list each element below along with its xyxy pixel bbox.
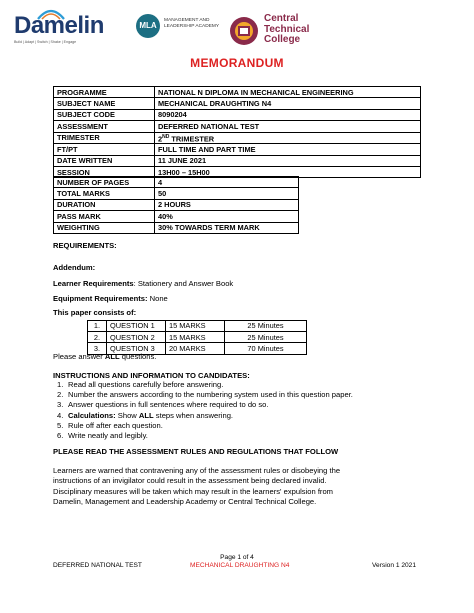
table-row: SESSION 13H00 – 15H00 <box>54 167 421 178</box>
ctc-logo <box>228 14 328 48</box>
table-row: DURATION 2 HOURS <box>54 199 299 210</box>
table-row: WEIGHTING 30% TOWARDS TERM MARK <box>54 222 299 233</box>
paper-consists-label: This paper consists of: <box>53 308 137 317</box>
footer-left: DEFERRED NATIONAL TEST <box>53 562 142 569</box>
list-item: 2. Number the answers according to the numbering system used in this question paper. <box>57 390 353 400</box>
list-item: 5. Rule off after each question. <box>57 420 163 430</box>
damelin-logo <box>14 14 126 54</box>
table-row: ASSESSMENT DEFERRED NATIONAL TEST <box>54 121 421 132</box>
table-row: 3. QUESTION 3 20 MARKS 70 Minutes <box>88 343 307 354</box>
table-row: 1. QUESTION 1 15 MARKS 25 Minutes <box>88 321 307 332</box>
table-row: TRIMESTER 2ND TRIMESTER <box>54 132 421 144</box>
damelin-tagline: Build | Adapt | Switch | Shake | Engage <box>14 40 77 44</box>
instructions-list <box>57 380 353 441</box>
list-item: 6. Write neatly and legibly. <box>57 431 148 441</box>
table-row: PASS MARK 40% <box>54 211 299 222</box>
answer-all-note: Please answer ALL questions. <box>53 352 157 361</box>
mla-emblem-icon: MLA <box>136 14 160 38</box>
page-title: MEMORANDUM <box>190 56 284 70</box>
footer-right: Version 1 2021 <box>372 562 416 569</box>
questions-table <box>87 320 307 355</box>
page-number: Page 1 of 4 <box>220 554 254 561</box>
table-row: PROGRAMME NATIONAL N DIPLOMA IN MECHANICAL ENGINEERING <box>54 87 421 98</box>
requirements-heading: REQUIREMENTS: <box>53 241 117 250</box>
learner-requirements: Learner Requirements: Stationery and Answer Book <box>53 279 234 288</box>
list-item: 4. Calculations: Show ALL steps when answering. <box>57 410 234 420</box>
rules-heading: PLEASE READ THE ASSESSMENT RULES AND REGULATIONS THAT FOLLOW <box>53 447 339 456</box>
table-row: 2. QUESTION 2 15 MARKS 25 Minutes <box>88 332 307 343</box>
table-row: DATE WRITTEN 11 JUNE 2021 <box>54 155 421 166</box>
addendum-label: Addendum: <box>53 263 96 272</box>
table-row: SUBJECT NAME MECHANICAL DRAUGHTING N4 <box>54 98 421 109</box>
mla-logo <box>136 14 226 48</box>
table-row: SUBJECT CODE 8090204 <box>54 109 421 120</box>
ctc-wordmark: Central Technical College <box>264 13 310 45</box>
damelin-arc-icon <box>36 7 66 20</box>
rules-paragraph: Learners are warned that contravening any of the assessment rules or disobeying the instructions of an invigilator could result in the assessment being declared invalid. Disciplinary measures will be taken which may result in the learners' expulsion from Damelin, Management and Leadership Academy or Central Technical College. <box>53 466 341 507</box>
table-row: TOTAL MARKS 50 <box>54 188 299 199</box>
damelin-wordmark: Damelin <box>14 12 104 39</box>
list-item: 1. Read all questions carefully before answering. <box>57 380 224 389</box>
assessment-info-table <box>53 86 421 178</box>
paper-meta-table <box>53 176 299 234</box>
footer-center: MECHANICAL DRAUGHTING N4 <box>190 562 290 569</box>
instructions-heading: INSTRUCTIONS AND INFORMATION TO CANDIDATES: <box>53 371 250 380</box>
list-item: 3. Answer questions in full sentences where required to do so. <box>57 400 269 410</box>
table-row: FT/PT FULL TIME AND PART TIME <box>54 144 421 155</box>
table-row: NUMBER OF PAGES 4 <box>54 177 299 188</box>
mla-wordmark: MANAGEMENT AND LEADERSHIP ACADEMY <box>164 18 220 29</box>
equipment-requirements: Equipment Requirements: None <box>53 294 168 303</box>
ctc-gear-icon <box>228 15 260 47</box>
